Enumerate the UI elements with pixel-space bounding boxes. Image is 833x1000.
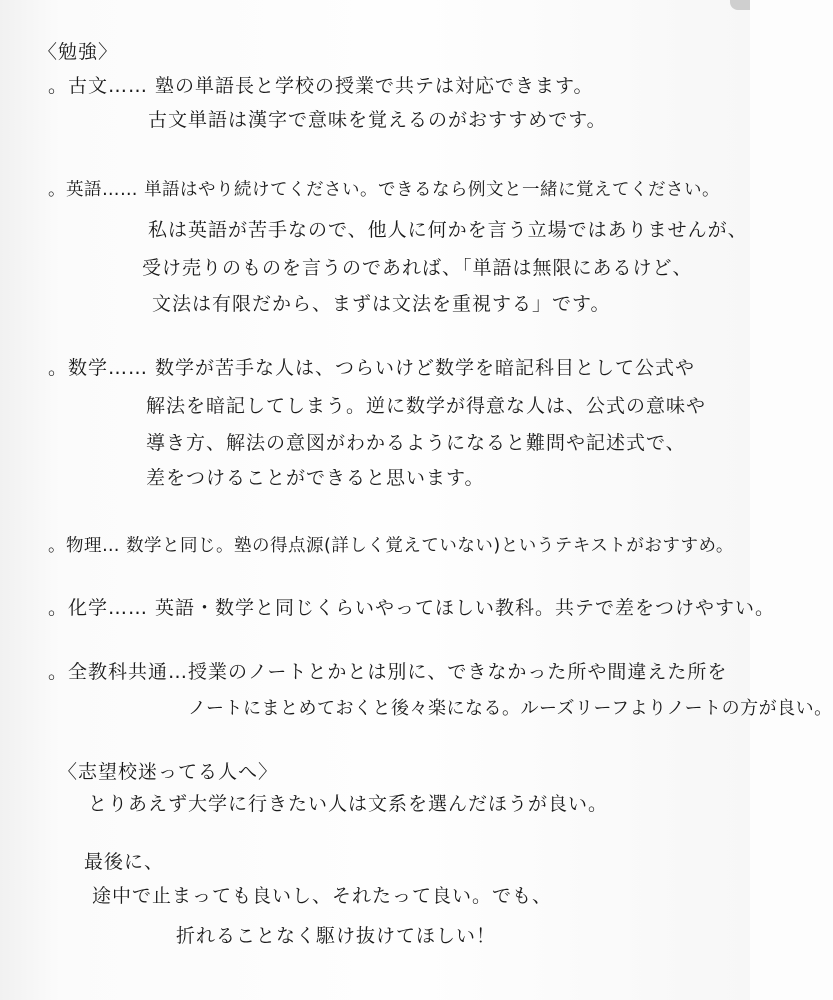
sugaku-line-4: 差をつけることができると思います。 [146, 467, 485, 489]
sugaku-line-3: 導き方、解法の意図がわかるようになると難問や記述式で、 [146, 432, 686, 454]
shibo-section-header: 〈志望校迷ってる人へ〉 [58, 761, 279, 783]
eigo-line-3: 受け売りのものを言うのであれば、「単語は無限にあるけど、 [142, 257, 693, 279]
sugaku-line-2: 解法を暗記してしまう。逆に数学が得意な人は、公式の意味や [146, 395, 707, 417]
zenkyoka-line-2: ノートにまとめておくと後々楽になる。ルーズリーフよりノートの方が良い。 [188, 698, 833, 719]
page-corner-shadow [730, 0, 750, 10]
kagaku-line-1: 。化学…… 英語・数学と同じくらいやってほしい教科。共テで差をつけやすい。 [48, 597, 776, 619]
closing-line-2: 折れることなく駆け抜けてほしい！ [176, 925, 497, 947]
study-section-header: 〈勉強〉 [38, 41, 119, 63]
closing-line-1: 途中で止まっても良いし、それたって良い。でも、 [92, 885, 553, 907]
eigo-line-1: 。英語…… 単語はやり続けてください。できるなら例文と一緒に覚えてください。 [48, 180, 721, 200]
kobun-line-2: 古文単語は漢字で意味を覚えるのがおすすめです。 [148, 109, 607, 131]
zenkyoka-line-1: 。全教科共通…授業のノートとかとは別に、できなかった所や間違えた所を [48, 661, 728, 683]
eigo-line-2: 私は英語が苦手なので、他人に何かを言う立場ではありませんが、 [148, 219, 748, 241]
shibo-line-1: とりあえず大学に行きたい人は文系を選んだほうが良い。 [88, 793, 609, 815]
sugaku-line-1: 。数学…… 数学が苦手な人は、つらいけど数学を暗記科目として公式や [48, 357, 696, 379]
butsuri-line-1: 。物理… 数学と同じ。塾の得点源(詳しく覚えていない)というテキストがおすすめ。 [48, 536, 734, 556]
closing-label: 最後に、 [84, 851, 165, 873]
kobun-line-1: 。古文…… 塾の単語長と学校の授業で共テは対応できます。 [48, 75, 594, 97]
eigo-line-4: 文法は有限だから、まずは文法を重視する」です。 [152, 293, 611, 315]
